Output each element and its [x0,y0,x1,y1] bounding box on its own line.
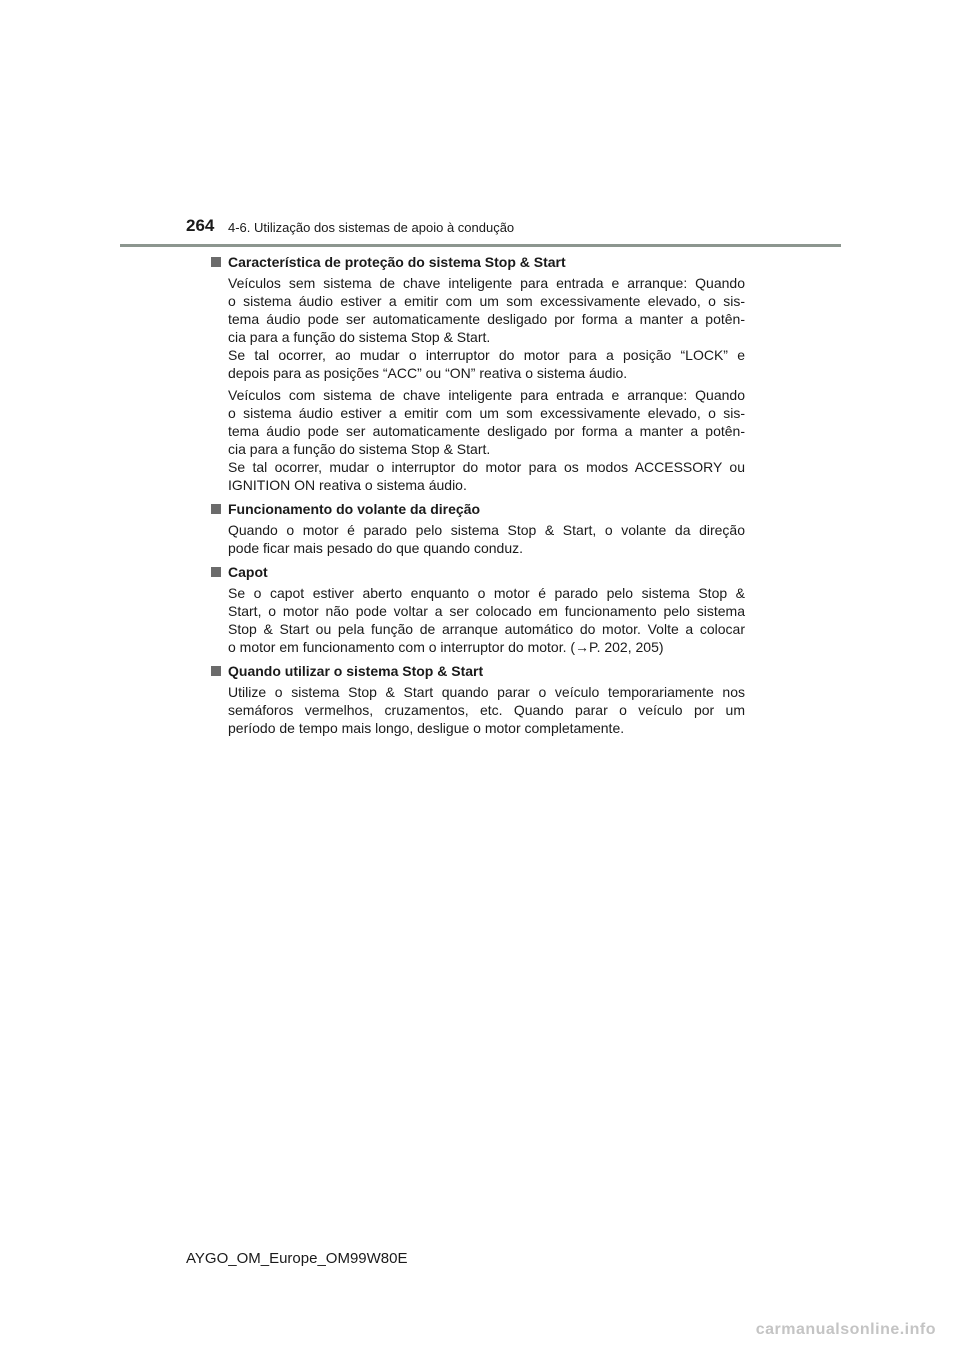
footer-doc-code: AYGO_OM_Europe_OM99W80E [186,1250,408,1267]
paragraph-line: cia para a função do sistema Stop & Start. [228,441,491,457]
topic-section [209,563,745,656]
body-paragraph [228,386,745,494]
paragraph-line: Veículos com sistema de chave inteligente para entrada e arranque: Quando [228,387,745,403]
paragraph-line: tema áudio pode ser automaticamente desligado por forma a manter a potên- [228,423,745,439]
paragraph-line: pode ficar mais pesado do que quando conduz. [228,540,523,556]
watermark-logo: carmanualsonline.info [755,1321,936,1338]
topic-heading-text: Capot [228,564,268,580]
square-bullet-icon [211,666,221,676]
paragraph-line: Se o capot estiver aberto enquanto o motor é parado pelo sistema Stop & [228,585,745,601]
body-paragraph [228,521,745,557]
topic-heading-text: Funcionamento do volante da direção [228,501,481,517]
topic-heading [209,662,745,681]
topic-section [209,253,745,494]
paragraph-line: Utilize o sistema Stop & Start quando parar o veículo temporariamente nos [228,684,745,700]
page-content [209,253,745,743]
square-bullet-icon [211,504,221,514]
paragraph-line: período de tempo mais longo, desligue o motor completamente. [228,720,625,736]
paragraph-line: semáforos vermelhos, cruzamentos, etc. Quando parar o veículo por um [228,702,745,718]
paragraph-line: IGNITION ON reativa o sistema áudio. [228,477,467,493]
body-paragraph [228,683,745,737]
header-divider [120,244,841,247]
paragraph-line: cia para a função do sistema Stop & Start. [228,329,491,345]
paragraph-line: Start, o motor não pode voltar a ser colocado em funcionamento pelo sistema [228,603,745,619]
paragraph-line: Quando o motor é parado pelo sistema Stop & Start, o volante da direção [228,522,745,538]
paragraph-line: o sistema áudio estiver a emitir com um som excessivamente elevado, o sis- [228,293,745,309]
topic-heading-text: Característica de proteção do sistema Stop & Start [228,254,566,270]
paragraph-line: Se tal ocorrer, mudar o interruptor do motor para os modos ACCESSORY ou [228,459,745,475]
square-bullet-icon [211,567,221,577]
body-paragraph [228,274,745,382]
topic-section [209,662,745,737]
paragraph-line: Stop & Start ou pela função de arranque automático do motor. Volte a colocar [228,621,745,637]
paragraph-line: Se tal ocorrer, ao mudar o interruptor do motor para a posição “LOCK” e [228,347,745,363]
square-bullet-icon [211,257,221,267]
topic-heading [209,563,745,582]
topic-heading-text: Quando utilizar o sistema Stop & Start [228,663,484,679]
topic-heading [209,253,745,272]
paragraph-line: depois para as posições “ACC” ou “ON” reativa o sistema áudio. [228,365,628,381]
paragraph-line: o sistema áudio estiver a emitir com um som excessivamente elevado, o sis- [228,405,745,421]
topic-heading [209,500,745,519]
paragraph-line: Veículos sem sistema de chave inteligente para entrada e arranque: Quando [228,275,745,291]
topic-section [209,500,745,557]
page-header [186,216,746,242]
paragraph-line: o motor em funcionamento com o interruptor do motor. (→P. 202, 205) [228,639,664,655]
page-number: 264 [186,216,215,235]
section-title: 4-6. Utilização dos sistemas de apoio à condução [228,220,515,235]
paragraph-line: tema áudio pode ser automaticamente desligado por forma a manter a potên- [228,311,745,327]
body-paragraph [228,584,745,656]
